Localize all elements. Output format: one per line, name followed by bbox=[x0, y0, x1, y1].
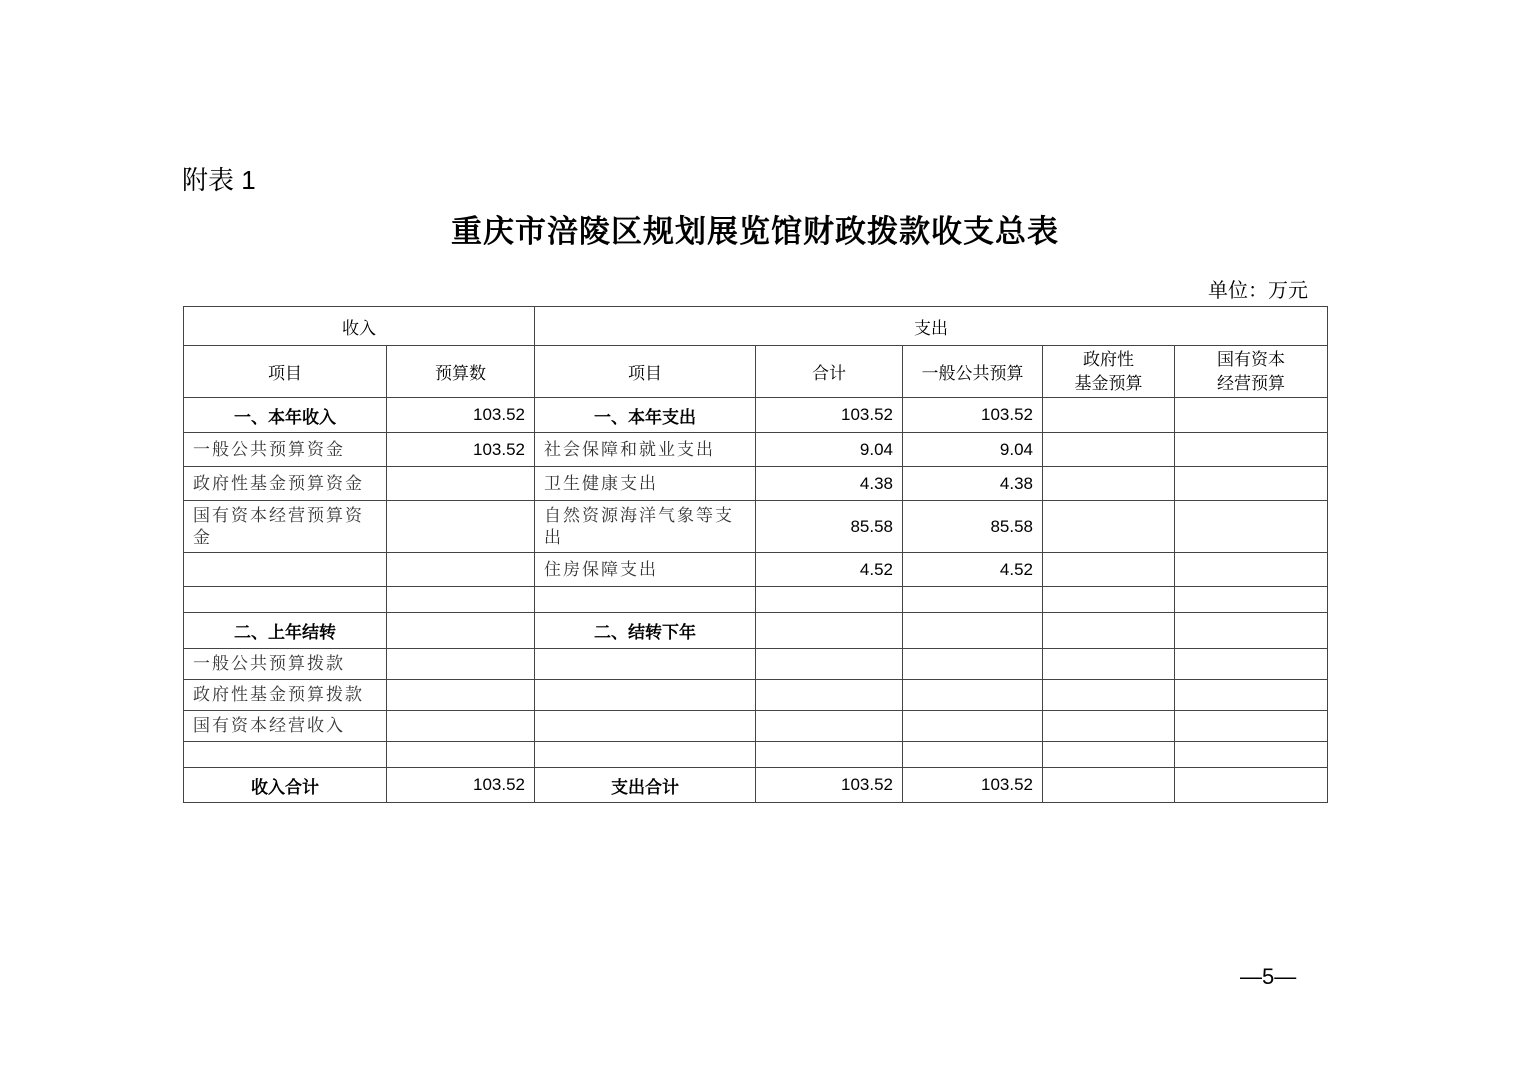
table-row bbox=[184, 467, 1328, 501]
expense-general bbox=[903, 742, 1043, 768]
totals-row bbox=[184, 768, 1328, 803]
col-header-budget: 预算数 bbox=[387, 346, 535, 398]
table-row bbox=[184, 501, 1328, 553]
table-row bbox=[184, 587, 1328, 613]
gov-fund-line1: 政府性 bbox=[1083, 349, 1134, 369]
expense-item: 住房保障支出 bbox=[535, 553, 756, 587]
expense-general bbox=[903, 587, 1043, 613]
income-item: 一般公共预算拨款 bbox=[184, 649, 387, 680]
expense-gov-fund bbox=[1043, 433, 1175, 467]
expense-state-capital bbox=[1175, 742, 1328, 768]
expense-item: 自然资源海洋气象等支出 bbox=[535, 501, 756, 553]
expense-gov-fund bbox=[1043, 398, 1175, 433]
col-header-gov-fund bbox=[1043, 346, 1175, 398]
expense-state-capital bbox=[1175, 398, 1328, 433]
expense-state-capital bbox=[1175, 680, 1328, 711]
expense-gov-fund bbox=[1043, 742, 1175, 768]
expense-general: 85.58 bbox=[903, 501, 1043, 553]
expense-total: 4.52 bbox=[756, 553, 903, 587]
expense-general bbox=[903, 711, 1043, 742]
expense-total bbox=[756, 680, 903, 711]
income-budget bbox=[387, 501, 535, 553]
expense-item: 社会保障和就业支出 bbox=[535, 433, 756, 467]
income-budget bbox=[387, 553, 535, 587]
unit-label: 单位：万元 bbox=[1208, 278, 1308, 302]
table-row bbox=[184, 649, 1328, 680]
expense-total-label: 支出合计 bbox=[535, 768, 756, 803]
income-item bbox=[184, 587, 387, 613]
expense-total bbox=[756, 742, 903, 768]
state-capital-line2: 经营预算 bbox=[1217, 373, 1286, 393]
expense-gov-fund bbox=[1043, 467, 1175, 501]
expense-general bbox=[903, 680, 1043, 711]
column-header-row bbox=[184, 346, 1328, 398]
expense-total: 85.58 bbox=[756, 501, 903, 553]
expense-item: 卫生健康支出 bbox=[535, 467, 756, 501]
income-item bbox=[184, 742, 387, 768]
expense-total: 103.52 bbox=[756, 398, 903, 433]
expense-general bbox=[903, 613, 1043, 649]
expense-total-value: 103.52 bbox=[756, 768, 903, 803]
income-group-header: 收入 bbox=[184, 307, 535, 346]
expense-total: 4.38 bbox=[756, 467, 903, 501]
state-capital-line1: 国有资本 bbox=[1217, 349, 1286, 369]
expense-state-capital-total bbox=[1175, 768, 1328, 803]
expense-state-capital bbox=[1175, 433, 1328, 467]
income-item: 一般公共预算资金 bbox=[184, 433, 387, 467]
expense-state-capital bbox=[1175, 553, 1328, 587]
income-budget bbox=[387, 613, 535, 649]
table-row bbox=[184, 553, 1328, 587]
table-row bbox=[184, 680, 1328, 711]
income-item bbox=[184, 553, 387, 587]
income-item: 政府性基金预算资金 bbox=[184, 467, 387, 501]
expense-gov-fund-total bbox=[1043, 768, 1175, 803]
income-budget: 103.52 bbox=[387, 433, 535, 467]
expense-state-capital bbox=[1175, 467, 1328, 501]
document-title: 重庆市涪陵区规划展览馆财政拨款收支总表 bbox=[451, 214, 1059, 250]
expense-item bbox=[535, 587, 756, 613]
gov-fund-line2: 基金预算 bbox=[1074, 373, 1143, 393]
expense-total bbox=[756, 649, 903, 680]
expense-group-header: 支出 bbox=[535, 307, 1328, 346]
expense-gov-fund bbox=[1043, 649, 1175, 680]
income-budget bbox=[387, 742, 535, 768]
expense-total: 9.04 bbox=[756, 433, 903, 467]
income-budget: 103.52 bbox=[387, 398, 535, 433]
expense-general: 9.04 bbox=[903, 433, 1043, 467]
income-budget bbox=[387, 711, 535, 742]
expense-item bbox=[535, 649, 756, 680]
table-row bbox=[184, 613, 1328, 649]
expense-item: 二、结转下年 bbox=[535, 613, 756, 649]
income-total-value: 103.52 bbox=[387, 768, 535, 803]
expense-gov-fund bbox=[1043, 711, 1175, 742]
income-item: 二、上年结转 bbox=[184, 613, 387, 649]
attachment-label: 附表 1 bbox=[182, 165, 256, 195]
income-budget bbox=[387, 587, 535, 613]
expense-general: 4.38 bbox=[903, 467, 1043, 501]
expense-state-capital bbox=[1175, 711, 1328, 742]
table-row bbox=[184, 742, 1328, 768]
expense-item bbox=[535, 680, 756, 711]
expense-item bbox=[535, 742, 756, 768]
expense-general: 103.52 bbox=[903, 398, 1043, 433]
col-header-income-item: 项目 bbox=[184, 346, 387, 398]
expense-total bbox=[756, 613, 903, 649]
col-header-total: 合计 bbox=[756, 346, 903, 398]
expense-state-capital bbox=[1175, 501, 1328, 553]
expense-item bbox=[535, 711, 756, 742]
col-header-state-capital bbox=[1175, 346, 1328, 398]
expense-general: 4.52 bbox=[903, 553, 1043, 587]
expense-state-capital bbox=[1175, 587, 1328, 613]
income-item: 国有资本经营收入 bbox=[184, 711, 387, 742]
income-item: 政府性基金预算拨款 bbox=[184, 680, 387, 711]
table-row bbox=[184, 711, 1328, 742]
expense-gov-fund bbox=[1043, 587, 1175, 613]
fiscal-summary-table bbox=[183, 306, 1328, 803]
expense-general-total: 103.52 bbox=[903, 768, 1043, 803]
income-budget bbox=[387, 680, 535, 711]
table-row bbox=[184, 398, 1328, 433]
expense-total bbox=[756, 587, 903, 613]
income-total-label: 收入合计 bbox=[184, 768, 387, 803]
col-header-general-budget: 一般公共预算 bbox=[903, 346, 1043, 398]
expense-gov-fund bbox=[1043, 613, 1175, 649]
expense-general bbox=[903, 649, 1043, 680]
expense-state-capital bbox=[1175, 613, 1328, 649]
income-item: 国有资本经营预算资金 bbox=[184, 501, 387, 553]
income-item: 一、本年收入 bbox=[184, 398, 387, 433]
expense-state-capital bbox=[1175, 649, 1328, 680]
expense-gov-fund bbox=[1043, 680, 1175, 711]
income-budget bbox=[387, 649, 535, 680]
income-budget bbox=[387, 467, 535, 501]
expense-gov-fund bbox=[1043, 501, 1175, 553]
expense-item: 一、本年支出 bbox=[535, 398, 756, 433]
expense-total bbox=[756, 711, 903, 742]
group-header-row bbox=[184, 307, 1328, 346]
col-header-expense-item: 项目 bbox=[535, 346, 756, 398]
expense-gov-fund bbox=[1043, 553, 1175, 587]
page-number: —5— bbox=[1240, 964, 1297, 989]
table-row bbox=[184, 433, 1328, 467]
